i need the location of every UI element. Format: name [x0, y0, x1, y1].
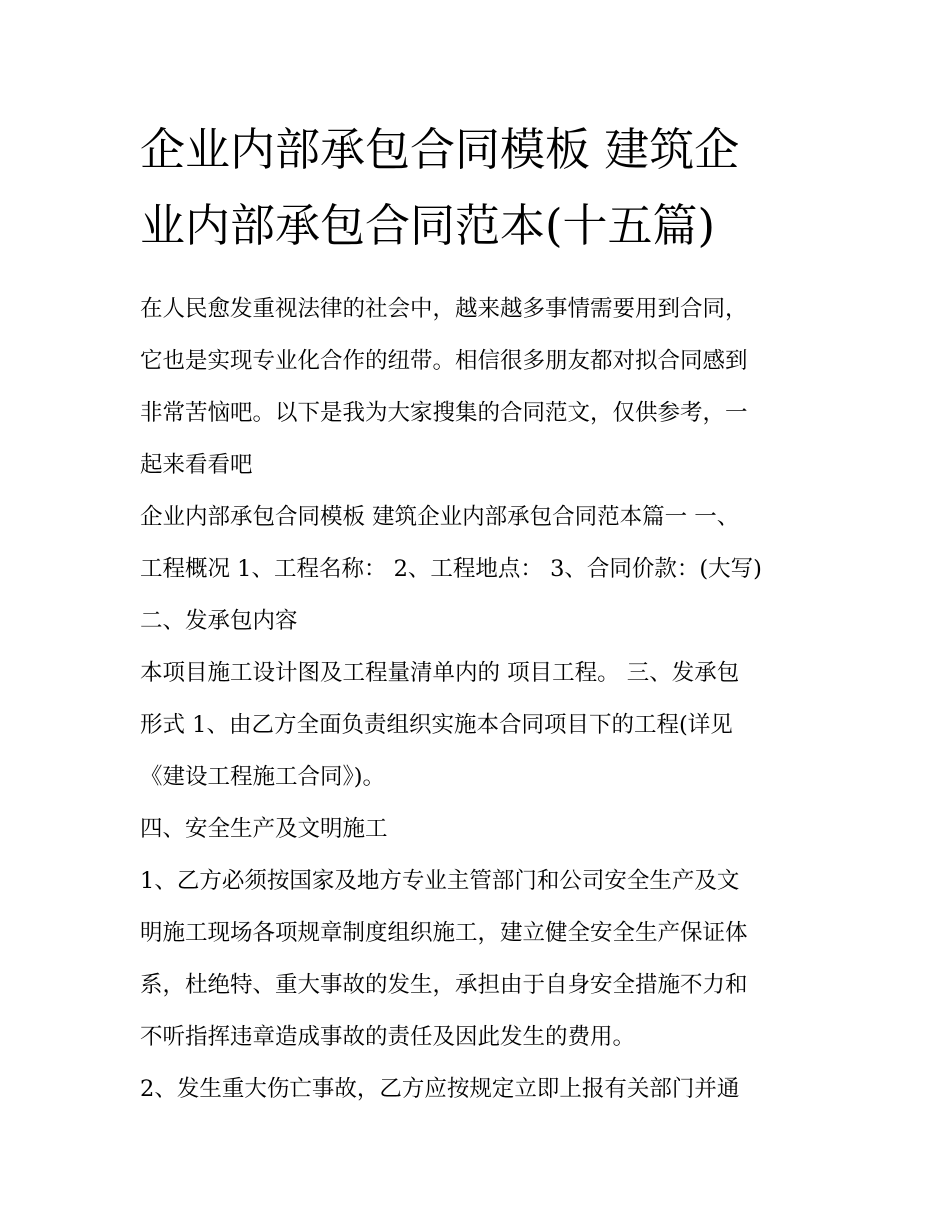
body-line: 非常苦恼吧。以下是我为大家搜集的合同范文，仅供参考，一 — [140, 400, 748, 426]
body-line: 系，杜绝特、重大事故的发生，承担由于自身安全措施不力和 — [140, 972, 748, 998]
body-line: 2、发生重大伤亡事故，乙方应按规定立即上报有关部门并通 — [140, 1076, 740, 1102]
title-line-1: 企业内部承包合同模板 建筑企 — [140, 123, 740, 176]
body-line: 工程概况 1、工程名称： 2、工程地点： 3、合同价款：(大写) — [140, 556, 762, 582]
body-line: 明施工现场各项规章制度组织施工，建立健全安全生产保证体 — [140, 920, 748, 946]
body-line: 本项目施工设计图及工程量清单内的 项目工程。 三、发承包 — [140, 660, 740, 686]
document-content — [140, 112, 830, 1115]
body-line: 二、发承包内容 — [140, 608, 298, 634]
document-body — [140, 283, 830, 1115]
body-line: 在人民愈发重视法律的社会中，越来越多事情需要用到合同， — [140, 296, 748, 322]
body-line: 企业内部承包合同模板 建筑企业内部承包合同范本篇一 一、 — [140, 504, 740, 530]
body-line: 不听指挥违章造成事故的责任及因此发生的费用。 — [140, 1024, 636, 1050]
body-line: 起来看看吧 — [140, 452, 253, 478]
body-line: 四、安全生产及文明施工 — [140, 816, 388, 842]
body-line: 它也是实现专业化合作的纽带。相信很多朋友都对拟合同感到 — [140, 348, 748, 374]
body-line: 《建设工程施工合同》)。 — [140, 764, 386, 790]
body-line: 形式 1、由乙方全面负责组织实施本合同项目下的工程(详见 — [140, 712, 733, 738]
title-line-2: 业内部承包合同范本(十五篇) — [140, 199, 716, 252]
document-title — [140, 112, 830, 264]
body-line: 1、乙方必须按国家及地方专业主管部门和公司安全生产及文 — [140, 868, 740, 894]
